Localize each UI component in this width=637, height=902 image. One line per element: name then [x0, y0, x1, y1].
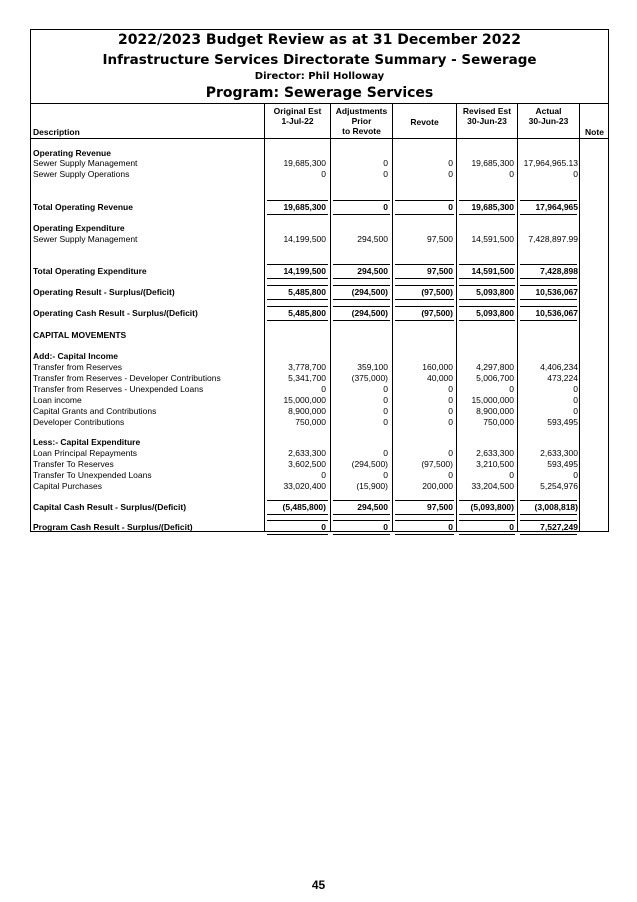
total-rule	[459, 264, 515, 265]
row-value: 0	[321, 384, 326, 394]
row-value: 593,495	[547, 417, 578, 427]
total-rule	[333, 320, 390, 321]
total-rule	[459, 514, 515, 515]
row-value: 0	[573, 395, 578, 405]
total-rule	[333, 214, 390, 215]
row-value: 0	[383, 384, 388, 394]
row-value: (294,500)	[351, 308, 388, 318]
total-rule	[459, 299, 515, 300]
total-rule	[395, 500, 454, 501]
row-value: (3,008,818)	[534, 502, 578, 512]
row-description: Program Cash Result - Surplus/(Deficit)	[33, 522, 193, 532]
row-value: 0	[448, 470, 453, 480]
row-value: (375,000)	[351, 373, 388, 383]
row-value: 15,000,000	[283, 395, 326, 405]
total-rule	[267, 200, 328, 201]
row-value: 97,500	[427, 234, 453, 244]
total-rule	[333, 306, 390, 307]
total-rule	[459, 285, 515, 286]
row-value: 0	[448, 202, 453, 212]
row-value: 0	[383, 169, 388, 179]
row-value: 40,000	[427, 373, 453, 383]
row-value: 8,900,000	[476, 406, 514, 416]
total-rule	[333, 299, 390, 300]
column-header-adjustments: Adjustments Prior to Revote	[335, 106, 388, 136]
total-rule	[520, 299, 577, 300]
total-rule	[267, 514, 328, 515]
total-rule	[520, 500, 577, 501]
row-value: 3,210,500	[476, 459, 514, 469]
row-value: 7,428,898	[540, 266, 578, 276]
row-value: 0	[573, 406, 578, 416]
row-value: 0	[448, 384, 453, 394]
row-value: 0	[383, 202, 388, 212]
row-value: (15,900)	[356, 481, 388, 491]
header-divider-top	[30, 103, 609, 104]
total-rule	[395, 520, 454, 521]
row-value: 0	[383, 417, 388, 427]
total-rule	[520, 534, 577, 535]
row-description: Sewer Supply Management	[33, 158, 138, 168]
row-value: 750,000	[483, 417, 514, 427]
row-value: 19,685,300	[471, 202, 514, 212]
row-value: 3,602,500	[288, 459, 326, 469]
table-row	[30, 417, 609, 428]
total-rule	[267, 320, 328, 321]
total-rule	[459, 306, 515, 307]
total-rule	[395, 264, 454, 265]
row-value: 294,500	[357, 266, 388, 276]
row-value: 200,000	[422, 481, 453, 491]
row-value: 17,964,965.13	[523, 158, 578, 168]
total-rule	[395, 214, 454, 215]
row-value: 0	[509, 470, 514, 480]
row-description: Loan Principal Repayments	[33, 448, 137, 458]
row-value: 359,100	[357, 362, 388, 372]
row-value: 473,224	[547, 373, 578, 383]
total-rule	[520, 306, 577, 307]
row-value: 10,536,067	[535, 308, 578, 318]
row-description: Total Operating Revenue	[33, 202, 133, 212]
total-rule	[395, 514, 454, 515]
row-description: Operating Cash Result - Surplus/(Deficit)	[33, 308, 198, 318]
total-rule	[520, 200, 577, 201]
table-row	[30, 287, 609, 298]
row-value: 5,093,800	[476, 287, 514, 297]
row-description: Transfer from Reserves - Unexpended Loans	[33, 384, 204, 394]
row-value: 0	[448, 395, 453, 405]
row-description: Total Operating Expenditure	[33, 266, 147, 276]
row-value: 160,000	[422, 362, 453, 372]
total-rule	[395, 306, 454, 307]
total-rule	[459, 214, 515, 215]
total-rule	[333, 514, 390, 515]
total-rule	[459, 520, 515, 521]
column-header-note: Note	[585, 127, 604, 137]
row-value: 2,633,300	[288, 448, 326, 458]
table-row	[30, 384, 609, 395]
total-rule	[267, 299, 328, 300]
row-description: Transfer To Unexpended Loans	[33, 470, 152, 480]
row-description: Operating Result - Surplus/(Deficit)	[33, 287, 175, 297]
total-rule	[267, 285, 328, 286]
table-row	[30, 223, 609, 234]
table-row	[30, 169, 609, 180]
total-rule	[459, 534, 515, 535]
row-value: (294,500)	[351, 287, 388, 297]
row-value: 294,500	[357, 502, 388, 512]
header-divider-bottom	[30, 138, 609, 139]
row-value: 0	[383, 158, 388, 168]
row-value: 17,964,965	[535, 202, 578, 212]
row-value: 97,500	[427, 266, 453, 276]
row-value: 8,900,000	[288, 406, 326, 416]
row-value: 2,633,300	[540, 448, 578, 458]
total-rule	[520, 520, 577, 521]
row-value: 4,406,234	[540, 362, 578, 372]
row-value: 14,591,500	[471, 234, 514, 244]
total-rule	[520, 514, 577, 515]
table-row	[30, 459, 609, 470]
total-rule	[267, 264, 328, 265]
total-rule	[267, 214, 328, 215]
row-description: Sewer Supply Operations	[33, 169, 130, 179]
row-value: 0	[573, 169, 578, 179]
table-row	[30, 522, 609, 533]
report-title: 2022/2023 Budget Review as at 31 December 2022	[118, 32, 521, 48]
row-value: (5,485,800)	[282, 502, 326, 512]
table-row	[30, 437, 609, 448]
row-value: 97,500	[427, 502, 453, 512]
row-value: 19,685,300	[283, 158, 326, 168]
row-description: Add:- Capital Income	[33, 351, 119, 361]
row-value: 593,495	[547, 459, 578, 469]
row-value: 0	[321, 522, 326, 532]
row-value: 0	[383, 395, 388, 405]
row-value: 14,591,500	[471, 266, 514, 276]
row-value: 0	[448, 448, 453, 458]
row-value: 0	[448, 406, 453, 416]
column-header-revote: Revote	[410, 117, 439, 127]
total-rule	[459, 278, 515, 279]
row-description: Transfer from Reserves	[33, 362, 122, 372]
table-row	[30, 202, 609, 213]
row-value: 0	[509, 384, 514, 394]
row-value: 0	[321, 470, 326, 480]
row-value: (294,500)	[351, 459, 388, 469]
row-value: 5,485,800	[288, 287, 326, 297]
row-description: Developer Contributions	[33, 417, 125, 427]
row-value: 0	[448, 169, 453, 179]
row-value: 0	[573, 384, 578, 394]
table-row	[30, 308, 609, 319]
row-value: 5,254,976	[540, 481, 578, 491]
total-rule	[333, 520, 390, 521]
row-description: Transfer from Reserves - Developer Contributions	[33, 373, 221, 383]
row-value: 0	[448, 522, 453, 532]
row-value: 33,204,500	[471, 481, 514, 491]
total-rule	[395, 285, 454, 286]
table-row	[30, 158, 609, 169]
page-number: 45	[311, 878, 326, 892]
total-rule	[395, 278, 454, 279]
total-rule	[333, 200, 390, 201]
total-rule	[520, 320, 577, 321]
table-row	[30, 406, 609, 417]
row-value: 19,685,300	[471, 158, 514, 168]
row-description: Transfer To Reserves	[33, 459, 114, 469]
row-value: 0	[448, 158, 453, 168]
table-row	[30, 330, 609, 341]
row-value: 294,500	[357, 234, 388, 244]
row-value: 0	[509, 169, 514, 179]
row-description: Capital Cash Result - Surplus/(Deficit)	[33, 502, 187, 512]
row-value: (97,500)	[421, 459, 453, 469]
total-rule	[459, 200, 515, 201]
row-value: (97,500)	[421, 287, 453, 297]
row-value: 0	[383, 406, 388, 416]
row-value: 5,341,700	[288, 373, 326, 383]
row-description: Sewer Supply Management	[33, 234, 138, 244]
row-value: 5,485,800	[288, 308, 326, 318]
row-value: 750,000	[295, 417, 326, 427]
row-value: 5,006,700	[476, 373, 514, 383]
row-value: 4,297,800	[476, 362, 514, 372]
row-description: Loan income	[33, 395, 82, 405]
row-description: Operating Expenditure	[33, 223, 125, 233]
total-rule	[333, 500, 390, 501]
row-value: 0	[383, 470, 388, 480]
total-rule	[267, 500, 328, 501]
column-header-revised: Revised Est 30-Jun-23	[462, 106, 512, 126]
row-value: 0	[573, 470, 578, 480]
row-value: 0	[383, 448, 388, 458]
table-row	[30, 502, 609, 513]
column-header-actual: Actual 30-Jun-23	[528, 106, 569, 126]
row-value: 5,093,800	[476, 308, 514, 318]
total-rule	[333, 278, 390, 279]
director-name: Director: Phil Holloway	[254, 71, 385, 82]
table-row	[30, 373, 609, 384]
row-value: (5,093,800)	[470, 502, 514, 512]
row-value: 10,536,067	[535, 287, 578, 297]
table-row	[30, 234, 609, 245]
total-rule	[267, 278, 328, 279]
total-rule	[395, 534, 454, 535]
row-value: 19,685,300	[283, 202, 326, 212]
row-description: CAPITAL MOVEMENTS	[33, 330, 127, 340]
row-value: 7,428,897.99	[528, 234, 578, 244]
row-value: 2,633,300	[476, 448, 514, 458]
table-row	[30, 395, 609, 406]
total-rule	[520, 214, 577, 215]
column-header-original: Original Est 1-Jul-22	[273, 106, 322, 126]
row-description: Capital Grants and Contributions	[33, 406, 157, 416]
total-rule	[333, 285, 390, 286]
row-value: 14,199,500	[283, 234, 326, 244]
total-rule	[267, 306, 328, 307]
table-row	[30, 481, 609, 492]
total-rule	[333, 534, 390, 535]
total-rule	[520, 285, 577, 286]
row-description: Less:- Capital Expenditure	[33, 437, 141, 447]
total-rule	[395, 200, 454, 201]
total-rule	[520, 278, 577, 279]
total-rule	[459, 320, 515, 321]
table-row	[30, 266, 609, 277]
total-rule	[267, 534, 328, 535]
total-rule	[395, 320, 454, 321]
total-rule	[459, 500, 515, 501]
row-value: 14,199,500	[283, 266, 326, 276]
total-rule	[395, 299, 454, 300]
row-value: 0	[509, 522, 514, 532]
row-description: Operating Revenue	[33, 148, 111, 158]
row-value: 0	[321, 169, 326, 179]
column-header-description: Description	[33, 127, 80, 137]
row-value: 0	[383, 522, 388, 532]
total-rule	[333, 264, 390, 265]
row-value: 0	[448, 417, 453, 427]
total-rule	[267, 520, 328, 521]
program-name: Program: Sewerage Services	[205, 85, 434, 101]
row-value: 3,778,700	[288, 362, 326, 372]
table-row	[30, 470, 609, 481]
table-row	[30, 351, 609, 362]
row-value: 33,020,400	[283, 481, 326, 491]
table-row	[30, 362, 609, 373]
table-row	[30, 448, 609, 459]
row-value: (97,500)	[421, 308, 453, 318]
total-rule	[520, 264, 577, 265]
report-subtitle: Infrastructure Services Directorate Summary - Sewerage	[102, 52, 537, 68]
row-description: Capital Purchases	[33, 481, 102, 491]
row-value: 15,000,000	[471, 395, 514, 405]
row-value: 7,527,249	[540, 522, 578, 532]
